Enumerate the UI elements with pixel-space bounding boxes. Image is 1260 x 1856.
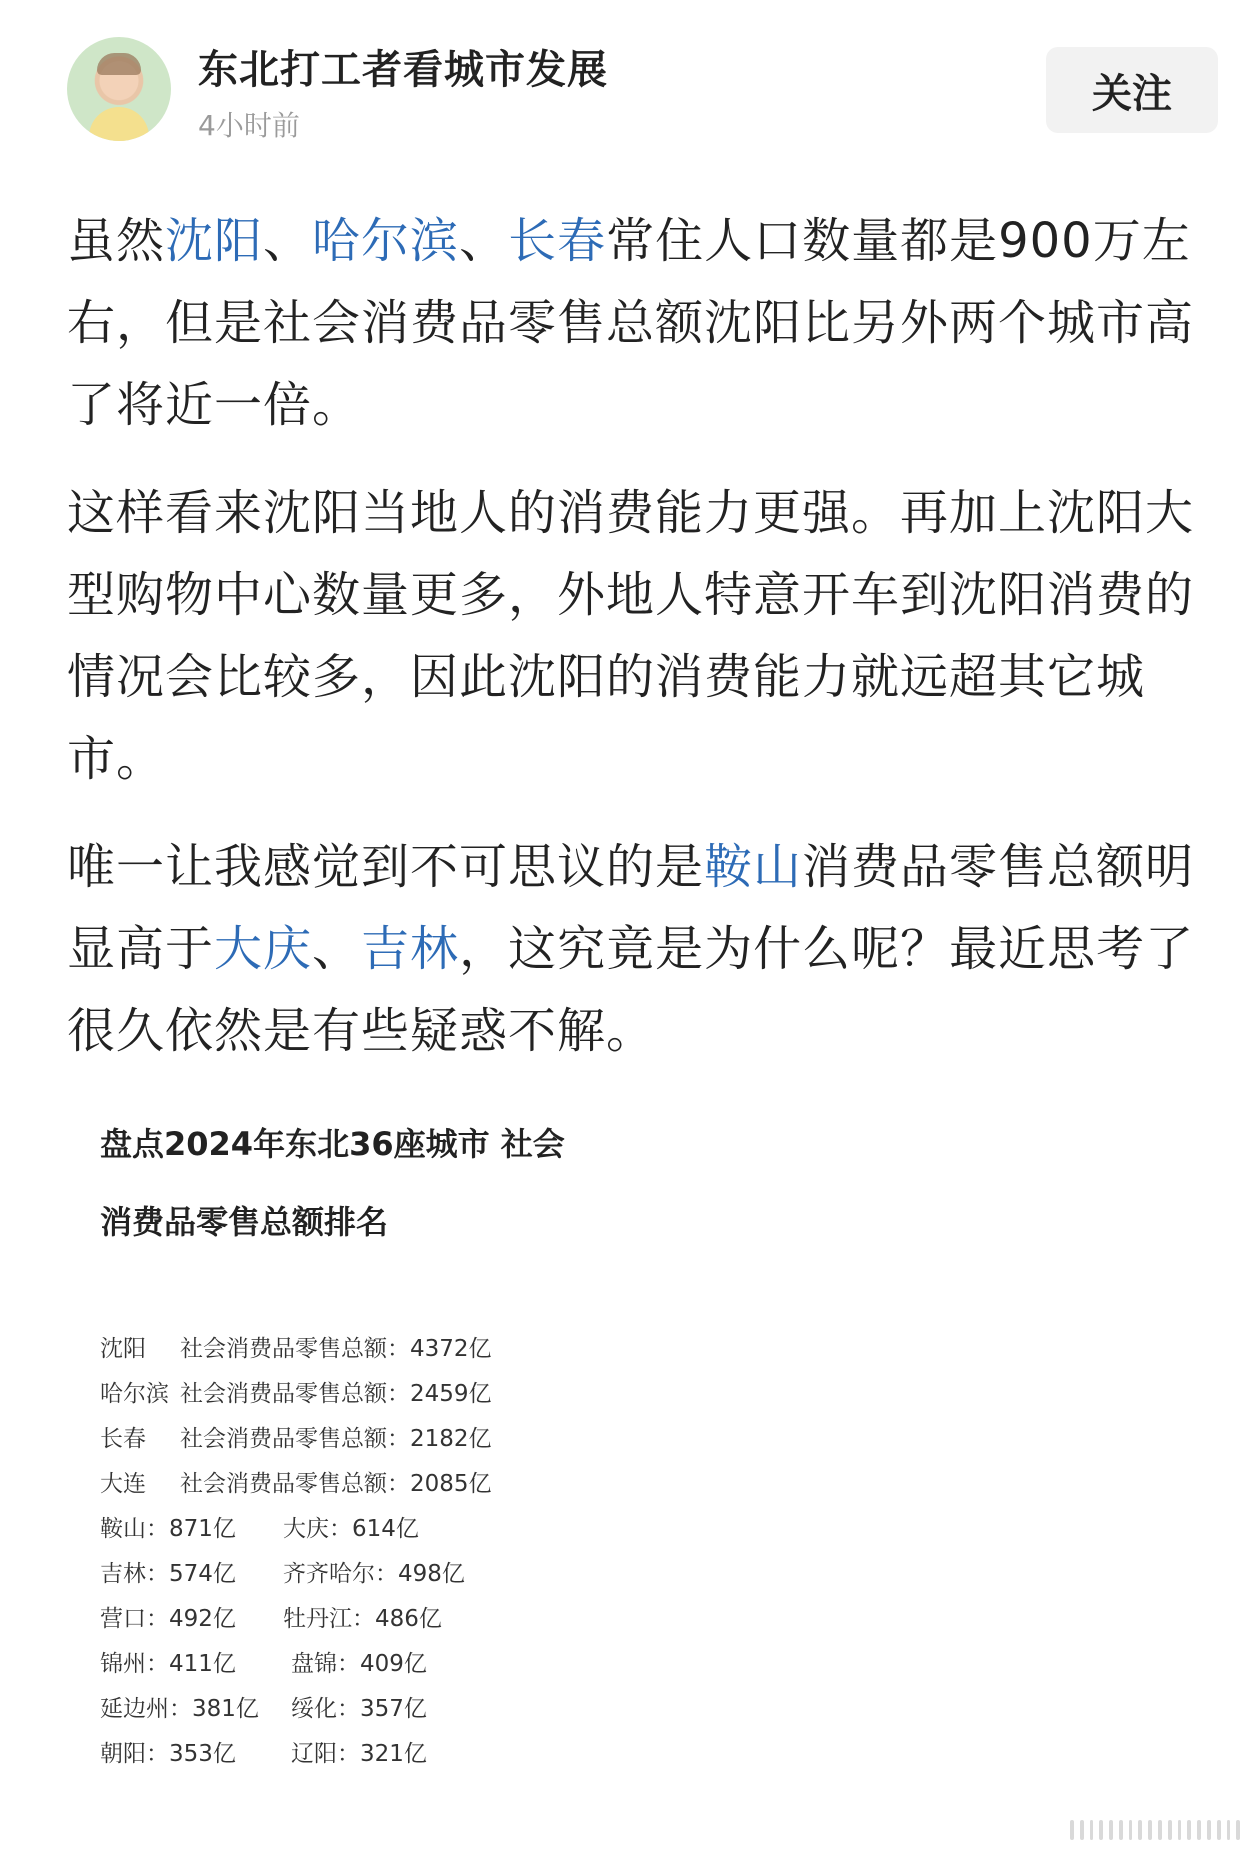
- ranking-item: 绥化：357亿: [291, 1696, 427, 1722]
- topic-link-changchun[interactable]: 长春: [508, 213, 607, 269]
- ranking-value: 社会消费品零售总额：2182亿: [180, 1426, 492, 1452]
- text-segment: 虽然: [67, 213, 166, 269]
- ranking-city: 大连: [100, 1471, 146, 1497]
- ranking-row: [100, 1420, 492, 1453]
- topic-link-daqing[interactable]: 大庆: [214, 921, 313, 977]
- card-title-line-1: 盘点2024年东北36座城市 社会: [100, 1125, 565, 1163]
- ranking-item: 盘锦：409亿: [291, 1651, 427, 1677]
- ranking-item: 锦州：411亿: [100, 1651, 236, 1677]
- ranking-value: 社会消费品零售总额：2085亿: [180, 1471, 492, 1497]
- text-segment: ，这究竟是为什么呢？最近思考了很久依然是有些疑惑不解。: [67, 921, 1195, 1059]
- avatar-shirt: [89, 107, 149, 141]
- paragraph-2: 这样看来沈阳当地人的消费能力更强。再加上沈阳大型购物中心数量更多，外地人特意开车到沈阳消费的情况会比较多，因此沈阳的消费能力就远超其它城市。: [67, 485, 1195, 787]
- ranking-city: 长春: [100, 1426, 146, 1452]
- paragraph-3: [67, 826, 1217, 1072]
- topic-link-shenyang[interactable]: 沈阳: [165, 213, 264, 269]
- ranking-item: 牡丹江：486亿: [283, 1606, 442, 1632]
- card-title: [100, 1105, 620, 1261]
- text-segment: 、: [312, 921, 362, 977]
- text-segment: 常住人口数量都是900万左右，但是社会消费品零售总额沈阳比另外两个城市高了将近一倍。: [67, 213, 1195, 433]
- ranking-row: [100, 1375, 492, 1408]
- ranking-item: 朝阳：353亿: [100, 1741, 236, 1767]
- image-scroll-indicator-icon: [1070, 1820, 1240, 1840]
- text-segment: 、: [459, 213, 509, 269]
- ranking-item: 延边州：381亿: [100, 1696, 259, 1722]
- ranking-row: [100, 1465, 492, 1498]
- topic-link-jilin[interactable]: 吉林: [361, 921, 460, 977]
- author-name[interactable]: 东北打工者看城市发展: [198, 47, 608, 93]
- post-time: 4小时前: [198, 109, 300, 142]
- avatar-hair: [97, 53, 141, 75]
- post-image-card[interactable]: [67, 1085, 627, 1856]
- follow-button[interactable]: 关注: [1046, 47, 1218, 133]
- avatar[interactable]: [67, 37, 171, 141]
- topic-link-harbin[interactable]: 哈尔滨: [312, 213, 460, 269]
- ranking-item: 吉林：574亿: [100, 1561, 236, 1587]
- ranking-value: 社会消费品零售总额：2459亿: [180, 1381, 492, 1407]
- post-content: [67, 200, 1217, 1098]
- ranking-row: [100, 1330, 492, 1363]
- ranking-item: 营口：492亿: [100, 1606, 236, 1632]
- ranking-item: 辽阳：321亿: [291, 1741, 427, 1767]
- paragraph-1: [67, 200, 1217, 446]
- card-title-line-2: 消费品零售总额排名: [100, 1203, 389, 1241]
- ranking-item: 齐齐哈尔：498亿: [283, 1561, 465, 1587]
- text-segment: 消费品零售总额明显高于: [67, 839, 1195, 977]
- ranking-item: 大庆：614亿: [283, 1516, 419, 1542]
- ranking-city: 哈尔滨: [100, 1381, 169, 1407]
- text-segment: 唯一让我感觉到不可思议的是: [67, 839, 705, 895]
- topic-link-anshan[interactable]: 鞍山: [704, 839, 803, 895]
- text-segment: 、: [263, 213, 313, 269]
- ranking-city: 沈阳: [100, 1336, 146, 1362]
- ranking-item: 鞍山：871亿: [100, 1516, 236, 1542]
- post-header: [0, 0, 1260, 150]
- ranking-value: 社会消费品零售总额：4372亿: [180, 1336, 492, 1362]
